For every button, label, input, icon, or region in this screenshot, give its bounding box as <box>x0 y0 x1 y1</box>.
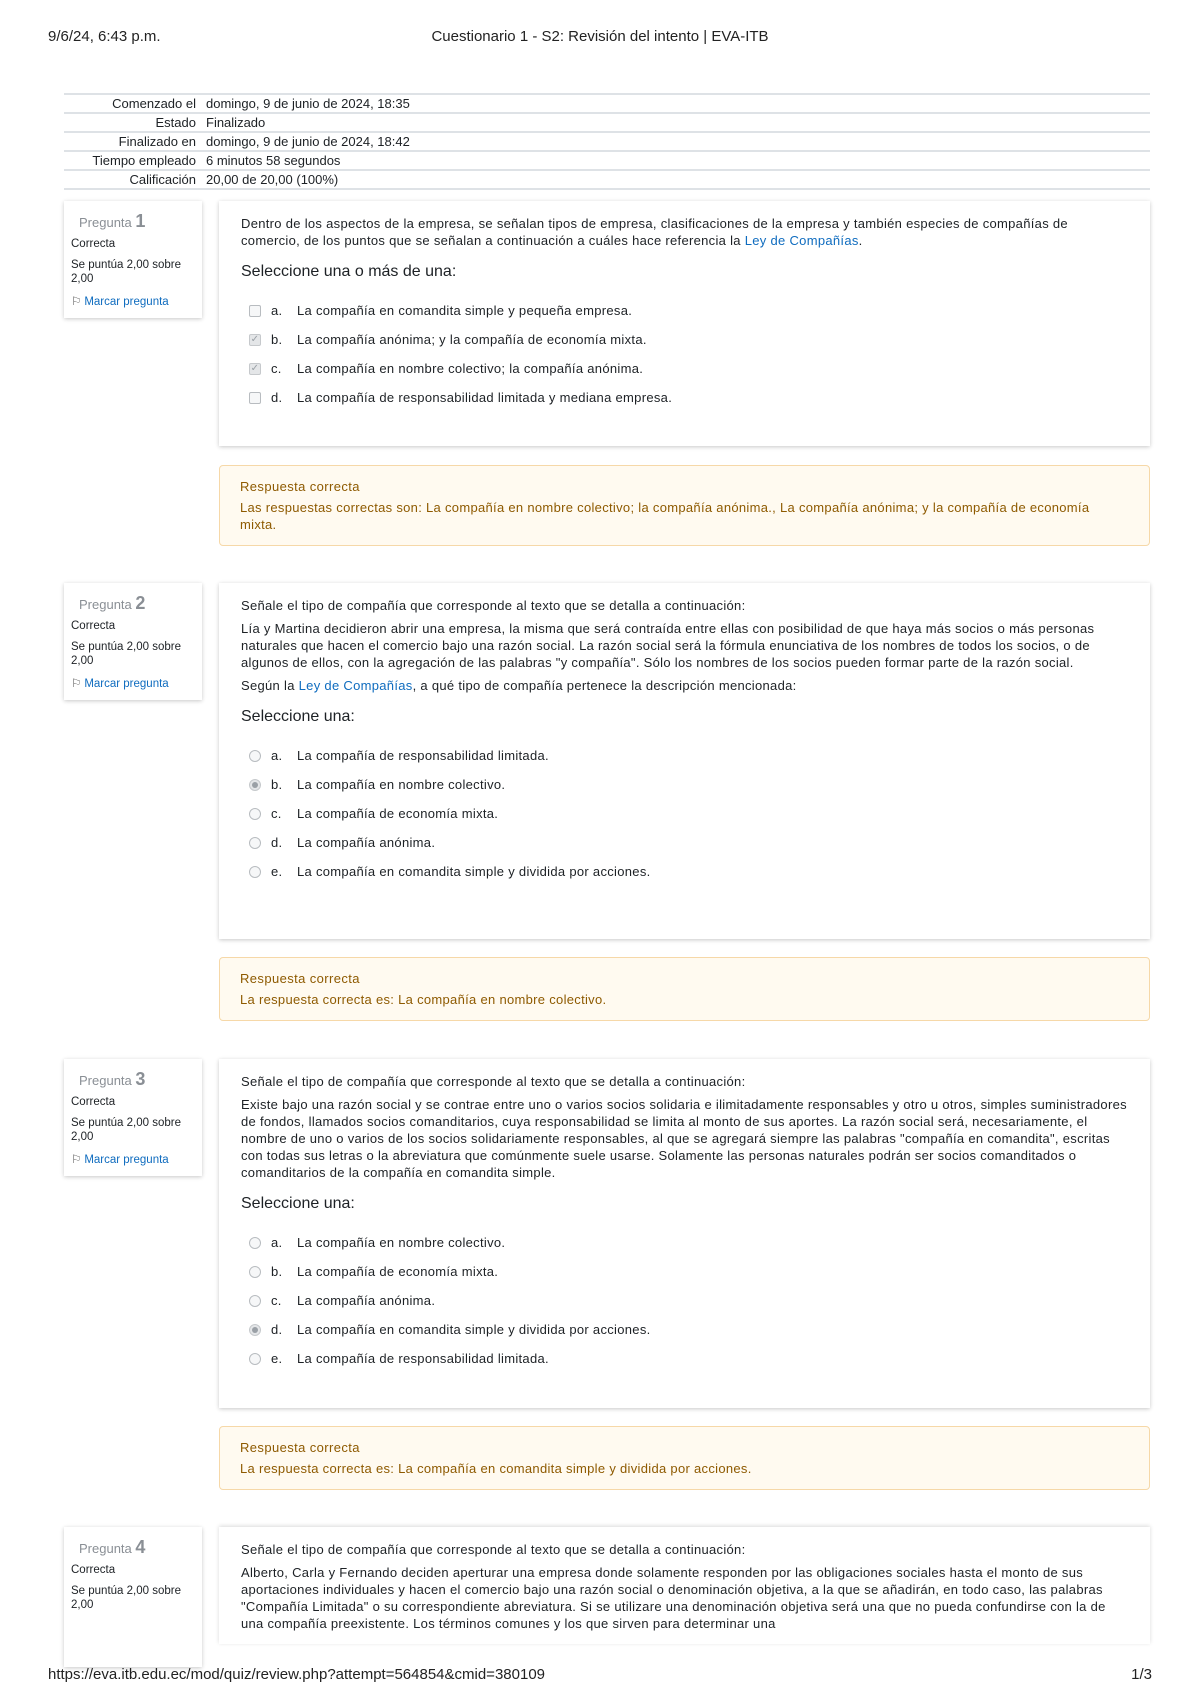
answer-prompt: Seleccione una o más de una: <box>241 263 457 280</box>
question-text: Dentro de los aspectos de la empresa, se señalan tipos de empresa, clasificaciones de la empresa y también especies de compañías de comercio, de los puntos que se señalan a continuación a cuáles hace referencia la Ley de Compañías. <box>241 216 1068 248</box>
summary-value: 20,00 de 20,00 (100%) <box>206 172 339 187</box>
option-c[interactable]: c. La compañía de economía mixta. <box>249 799 1128 828</box>
option-b[interactable]: b. La compañía de economía mixta. <box>249 1257 1128 1286</box>
question-formulation <box>219 1527 1150 1644</box>
option-d[interactable]: d. La compañía en comandita simple y dividida por acciones. <box>249 1315 1128 1344</box>
option-e[interactable]: e. La compañía de responsabilidad limitada. <box>249 1344 1128 1373</box>
summary-row-time <box>64 151 1150 170</box>
radio[interactable] <box>249 1295 261 1307</box>
answer-options <box>249 741 1128 886</box>
question-intro: Señale el tipo de compañía que corresponde al texto que se detalla a continuación: <box>241 1074 746 1089</box>
answer-options <box>249 1228 1128 1373</box>
summary-row-grade <box>64 170 1150 189</box>
radio[interactable] <box>249 837 261 849</box>
radio-checked[interactable] <box>249 779 261 791</box>
question-info <box>64 1059 202 1176</box>
question-grade: Se puntúa 2,00 sobre 2,00 <box>71 259 181 285</box>
question-intro: Señale el tipo de compañía que corresponde al texto que se detalla a continuación: <box>241 598 746 613</box>
ley-companias-link[interactable]: Ley de Compañías <box>298 678 413 693</box>
page-number: 1/3 <box>1131 1666 1152 1683</box>
option-b[interactable]: b. La compañía en nombre colectivo. <box>249 770 1128 799</box>
print-footer <box>48 1666 1152 1688</box>
question-state: Correcta <box>71 620 116 632</box>
summary-label: Tiempo empleado <box>92 153 196 168</box>
summary-label: Estado <box>155 115 196 130</box>
question-state: Correcta <box>71 1564 116 1576</box>
answer-prompt: Seleccione una: <box>241 708 355 725</box>
question-number: Pregunta 1 <box>79 211 146 231</box>
flag-question-link[interactable]: ⚐ Marcar pregunta <box>71 296 169 308</box>
ley-companias-link[interactable]: Ley de Compañías <box>744 233 859 248</box>
option-a[interactable]: a. La compañía en comandita simple y pequeña empresa. <box>249 296 1128 325</box>
radio[interactable] <box>249 1237 261 1249</box>
summary-value: 6 minutos 58 segundos <box>206 153 341 168</box>
feedback-heading: Respuesta correcta <box>240 1440 360 1455</box>
print-header <box>48 28 1152 50</box>
checkbox-checked[interactable] <box>249 334 261 346</box>
checkbox[interactable] <box>249 305 261 317</box>
question-intro: Señale el tipo de compañía que corresponde al texto que se detalla a continuación: <box>241 1542 746 1557</box>
option-b[interactable]: ✓ b. La compañía anónima; y la compañía de economía mixta. <box>249 325 1128 354</box>
option-d[interactable]: d. La compañía de responsabilidad limitada y mediana empresa. <box>249 383 1128 412</box>
question-formulation <box>219 201 1150 446</box>
option-c[interactable]: ✓ c. La compañía en nombre colectivo; la compañía anónima. <box>249 354 1128 383</box>
question-grade: Se puntúa 2,00 sobre 2,00 <box>71 1117 181 1143</box>
feedback-text: La respuesta correcta es: La compañía en nombre colectivo. <box>240 992 607 1007</box>
flag-icon: ⚐ <box>71 296 82 308</box>
summary-row-finished <box>64 132 1150 151</box>
flag-icon: ⚐ <box>71 1154 82 1166</box>
question-grade: Se puntúa 2,00 sobre 2,00 <box>71 641 181 667</box>
attempt-summary-table <box>64 93 1150 190</box>
question-formulation <box>219 583 1150 939</box>
feedback-box <box>219 1426 1150 1490</box>
feedback-heading: Respuesta correcta <box>240 971 360 986</box>
answer-options <box>249 296 1128 412</box>
feedback-text: La respuesta correcta es: La compañía en comandita simple y dividida por acciones. <box>240 1461 752 1476</box>
feedback-box <box>219 957 1150 1021</box>
question-text: Según la Ley de Compañías, a qué tipo de compañía pertenece la descripción mencionada: <box>241 678 797 693</box>
question-number: Pregunta 3 <box>79 1069 146 1089</box>
question-state: Correcta <box>71 238 116 250</box>
flag-question-link[interactable]: ⚐ Marcar pregunta <box>71 678 169 690</box>
summary-value: Finalizado <box>206 115 266 130</box>
flag-question-link[interactable]: ⚐ Marcar pregunta <box>71 1154 169 1166</box>
print-date: 9/6/24, 6:43 p.m. <box>48 28 161 45</box>
radio[interactable] <box>249 1353 261 1365</box>
question-number: Pregunta 2 <box>79 593 146 613</box>
summary-label: Comenzado el <box>112 96 196 111</box>
flag-icon: ⚐ <box>71 678 82 690</box>
question-body: Alberto, Carla y Fernando deciden aperturar una empresa donde solamente responden por las obligaciones sociales hasta el monto de sus aportaciones individuales y hacen el comercio bajo una razón social o denominación objetiva, a la que se añadirán, en todo caso, las palabras "Compañía Limitada" o su correspondiente abreviatura. Si se utilizare una denominación objetiva será una que no pueda confundirse con la de una compañía preexistente. Los términos comunes y los que sirven para determinar una <box>241 1565 1106 1631</box>
radio[interactable] <box>249 1266 261 1278</box>
question-info <box>64 1527 202 1667</box>
question-info <box>64 583 202 700</box>
question-body: Existe bajo una razón social y se contrae entre uno o varios socios solidaria e ilimitadamente responsables y otro u otros, simples suministradores de fondos, llamados socios comanditarios, cuya responsabilidad se limita al monto de sus aportes. La razón social será, necesariamente, el nombre de uno o varios de los socios solidariamente responsables, al que se agregará siempre las palabras "compañía en comandita", escritas con todas sus letras o la abreviatura que comúnmente suele usarse. Solamente las personas naturales podrán ser socios comanditados o comanditarios de la compañía en comandita simple. <box>241 1097 1127 1180</box>
question-info <box>64 201 202 318</box>
feedback-box <box>219 465 1150 546</box>
question-number: Pregunta 4 <box>79 1537 146 1557</box>
feedback-heading: Respuesta correcta <box>240 479 360 494</box>
answer-prompt: Seleccione una: <box>241 1195 355 1212</box>
question-grade: Se puntúa 2,00 sobre 2,00 <box>71 1585 181 1611</box>
question-formulation <box>219 1059 1150 1408</box>
question-state: Correcta <box>71 1096 116 1108</box>
summary-label: Calificación <box>129 172 196 187</box>
option-a[interactable]: a. La compañía en nombre colectivo. <box>249 1228 1128 1257</box>
page-url: https://eva.itb.edu.ec/mod/quiz/review.php?attempt=564854&cmid=380109 <box>48 1666 545 1683</box>
feedback-text: Las respuestas correctas son: La compañía en nombre colectivo; la compañía anónima., La compañía anónima; y la compañía de economía mixta. <box>240 500 1090 532</box>
checkbox[interactable] <box>249 392 261 404</box>
summary-value: domingo, 9 de junio de 2024, 18:42 <box>206 134 410 149</box>
option-c[interactable]: c. La compañía anónima. <box>249 1286 1128 1315</box>
radio[interactable] <box>249 750 261 762</box>
checkbox-checked[interactable] <box>249 363 261 375</box>
radio[interactable] <box>249 808 261 820</box>
radio-checked[interactable] <box>249 1324 261 1336</box>
summary-value: domingo, 9 de junio de 2024, 18:35 <box>206 96 410 111</box>
summary-label: Finalizado en <box>118 134 196 149</box>
page-title: Cuestionario 1 - S2: Revisión del intento | EVA-ITB <box>431 28 769 45</box>
radio[interactable] <box>249 866 261 878</box>
summary-row-started <box>64 94 1150 113</box>
summary-row-state <box>64 113 1150 132</box>
option-e[interactable]: e. La compañía en comandita simple y dividida por acciones. <box>249 857 1128 886</box>
option-d[interactable]: d. La compañía anónima. <box>249 828 1128 857</box>
option-a[interactable]: a. La compañía de responsabilidad limitada. <box>249 741 1128 770</box>
question-body: Lía y Martina decidieron abrir una empresa, la misma que será contraída entre ellas con posibilidad de que haya más socios o más personas naturales que hacen el comercio bajo una razón social. La razón social será la fórmula enunciativa de los nombres de todos los socios, o de algunos de ellos, con la agregación de las palabras "y compañía". Sólo los nombres de los socios pueden formar parte de la razón social. <box>241 621 1095 670</box>
